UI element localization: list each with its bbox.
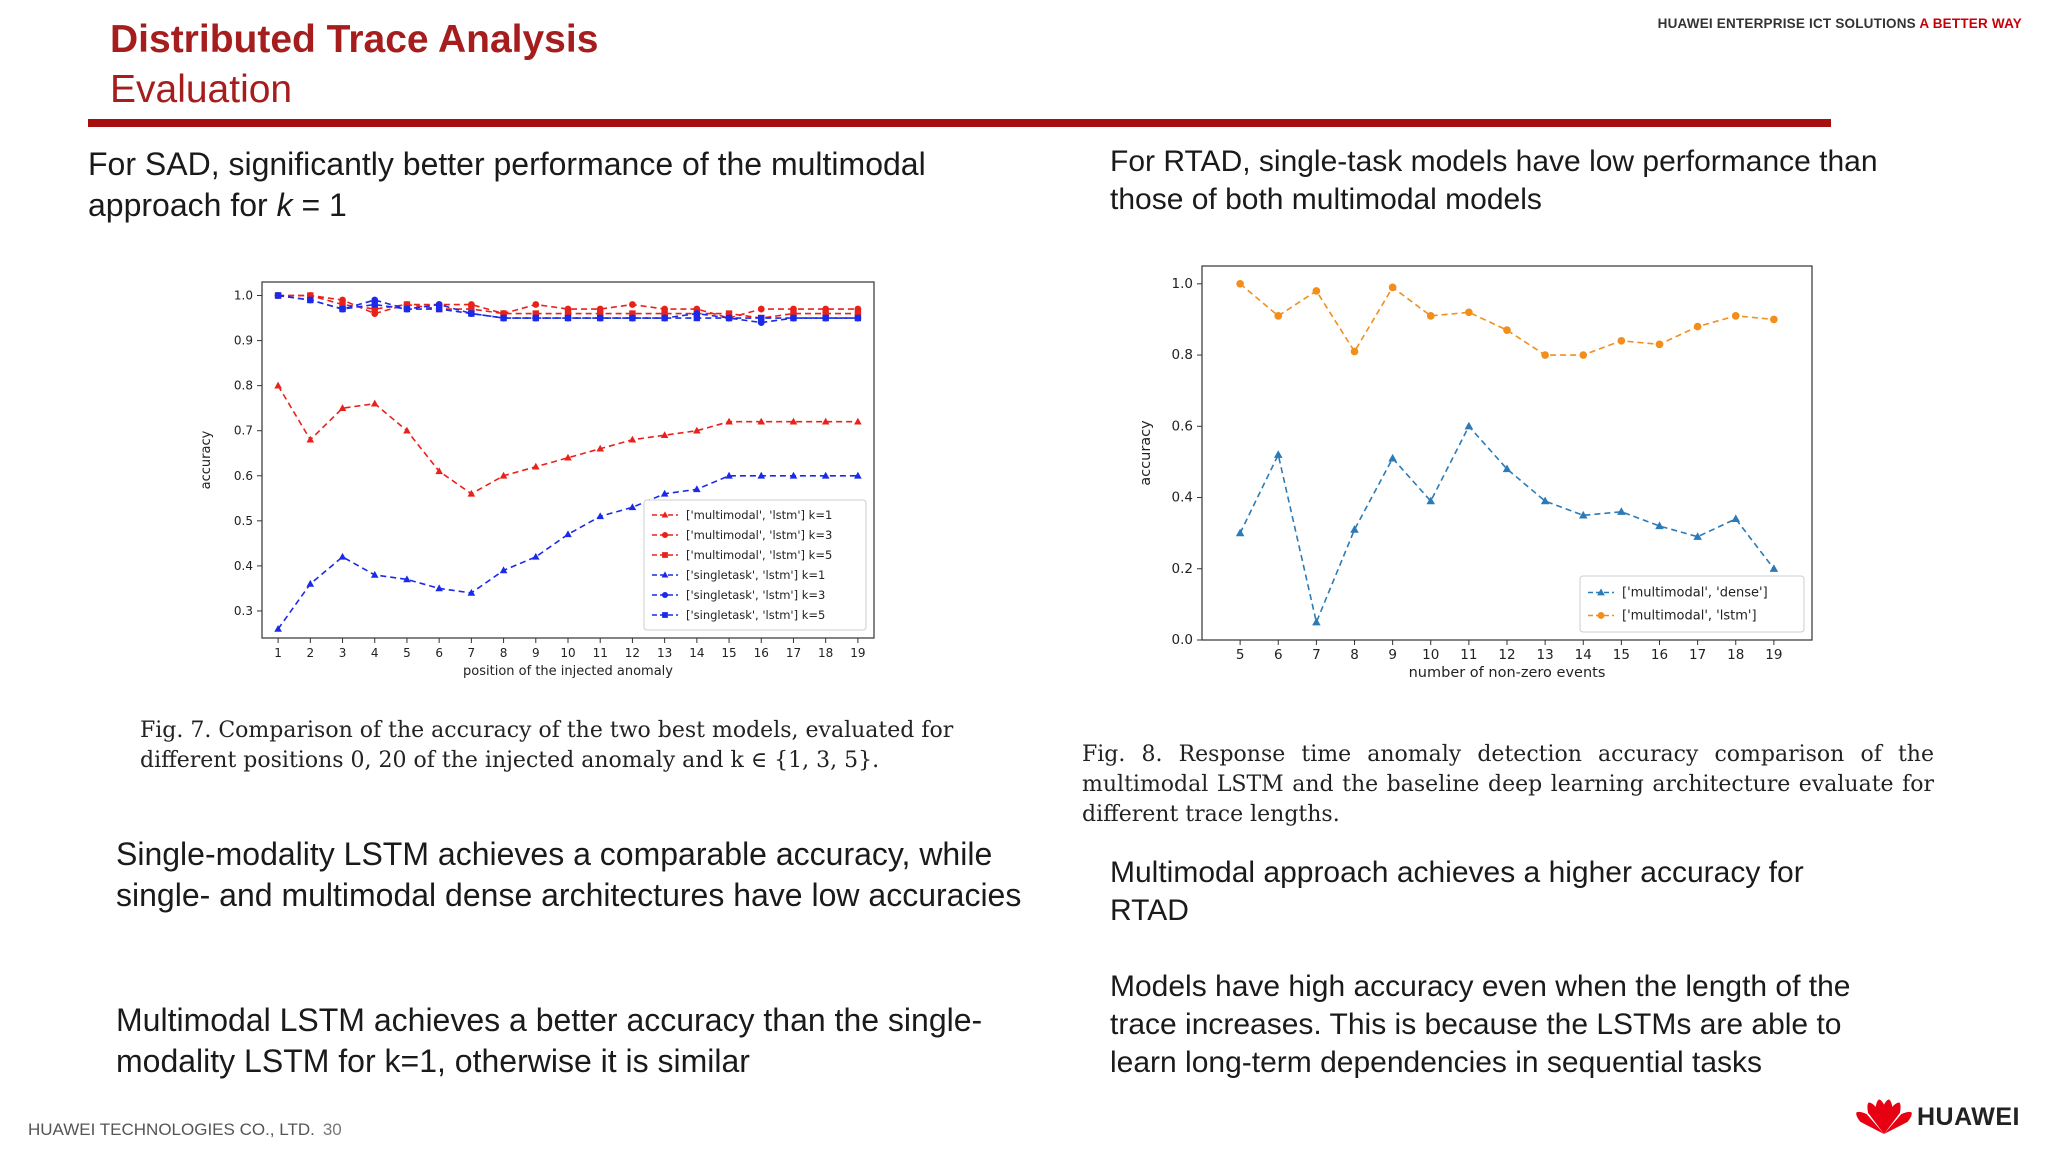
- y-tick-label: 0.2: [1171, 560, 1193, 577]
- data-point: [855, 315, 861, 321]
- left-para-2: Multimodal LSTM achieves a better accuracy than the single-modality LSTM for k=1, otherwise it is similar: [116, 1002, 983, 1079]
- x-tick-label: 8: [1350, 647, 1359, 663]
- x-tick-label: 15: [721, 646, 737, 660]
- x-tick-label: 10: [560, 646, 576, 660]
- x-tick-label: 17: [785, 646, 802, 660]
- data-point: [1274, 312, 1282, 320]
- x-tick-label: 9: [1388, 647, 1397, 663]
- data-point: [1656, 341, 1664, 349]
- x-tick-label: 6: [1273, 647, 1283, 663]
- left-intro-pre: approach for: [88, 187, 277, 223]
- data-point: [1503, 326, 1511, 334]
- y-tick-label: 0.9: [233, 333, 253, 348]
- x-axis-label: number of non-zero events: [1408, 665, 1606, 681]
- data-point: [404, 306, 410, 312]
- x-tick-label: 4: [370, 646, 379, 660]
- data-point: [1313, 287, 1321, 295]
- fig7-caption: [140, 716, 980, 776]
- left-para-1: Single-modality LSTM achieves a comparable accuracy, while single- and multimodal dense architectures have low accuracies: [116, 836, 1022, 913]
- legend-box: [1580, 576, 1804, 632]
- x-tick-label: 11: [1460, 647, 1478, 663]
- x-tick-label: 14: [1574, 647, 1592, 663]
- x-tick-label: 17: [1689, 647, 1707, 663]
- legend-marker: [662, 552, 668, 558]
- page-title: Distributed Trace Analysis: [110, 18, 599, 61]
- logo-wordmark: HUAWEI: [1917, 1102, 2020, 1131]
- legend-marker: [662, 532, 668, 538]
- title-rule: [88, 119, 1831, 127]
- legend-label: ['multimodal', 'lstm']: [1622, 608, 1757, 624]
- data-point: [1770, 316, 1778, 324]
- data-point: [1541, 351, 1549, 359]
- data-point: [629, 301, 636, 308]
- page-number: 30: [322, 1120, 342, 1139]
- data-point: [1236, 280, 1244, 288]
- footer-company: [28, 1120, 342, 1140]
- fig7-caption-line2: different positions 0, 20 of the injected anomaly and k ∈ {1, 3, 5}.: [140, 748, 880, 773]
- x-tick-label: 7: [467, 646, 476, 660]
- x-tick-label: 7: [1312, 647, 1321, 663]
- y-tick-label: 0.5: [233, 513, 253, 528]
- brand-tagline: [1658, 16, 2022, 31]
- data-point: [1579, 351, 1587, 359]
- y-tick-label: 1.0: [233, 288, 253, 303]
- data-point: [1618, 337, 1626, 345]
- y-tick-label: 1.0: [1171, 275, 1193, 292]
- data-point: [372, 301, 378, 307]
- brand-prefix: HUAWEI ENTERPRISE ICT SOLUTIONS: [1657, 16, 1916, 31]
- brand-accent: A BETTER WAY: [1919, 16, 2022, 31]
- huawei-flower-icon: [1859, 1098, 1909, 1136]
- legend-label: ['multimodal', 'lstm'] k=3: [686, 528, 833, 542]
- legend-marker: [662, 592, 668, 598]
- page-subtitle: Evaluation: [110, 68, 293, 111]
- x-tick-label: 9: [531, 646, 540, 660]
- legend-label: ['multimodal', 'lstm'] k=5: [686, 548, 833, 562]
- fig7-caption-line1: Fig. 7. Comparison of the accuracy of the two best models, evaluated for: [140, 718, 954, 743]
- y-tick-label: 0.4: [233, 558, 253, 573]
- chart-rtad-accuracy: [1140, 256, 1840, 696]
- x-tick-label: 18: [818, 646, 834, 660]
- left-intro-line1: For SAD, significantly better performance of the multimodal: [88, 146, 926, 182]
- legend-label: ['singletask', 'lstm'] k=5: [686, 608, 826, 622]
- legend-label: ['multimodal', 'dense']: [1622, 585, 1768, 601]
- data-point: [533, 315, 539, 321]
- data-point: [1694, 323, 1702, 331]
- huawei-logo: [1859, 1098, 2020, 1136]
- legend-marker: [662, 612, 668, 618]
- data-point: [468, 310, 474, 316]
- y-axis-label: accuracy: [199, 430, 214, 490]
- x-tick-label: 6: [435, 646, 443, 660]
- fig8-caption: Fig. 8. Response time anomaly detection accuracy comparison of the multimodal LSTM and the baseline deep learning architecture evaluate for different trace lengths.: [1082, 742, 1934, 827]
- footer-company-name: HUAWEI TECHNOLOGIES CO., LTD.: [28, 1120, 315, 1139]
- y-tick-label: 0.8: [1171, 347, 1193, 364]
- data-point: [790, 315, 796, 321]
- chart-sad-accuracy: [200, 270, 900, 690]
- data-point: [1465, 308, 1473, 316]
- x-tick-label: 13: [656, 646, 673, 660]
- data-point: [1389, 284, 1397, 292]
- x-tick-label: 15: [1612, 647, 1630, 663]
- data-point: [275, 292, 281, 298]
- left-intro-post: = 1: [292, 187, 347, 223]
- x-axis-label: position of the injected anomaly: [463, 664, 673, 679]
- data-point: [500, 315, 506, 321]
- legend-marker: [1598, 612, 1605, 619]
- data-point: [307, 297, 313, 303]
- x-tick-label: 8: [499, 646, 508, 660]
- legend: [644, 500, 866, 630]
- legend-label: ['multimodal', 'lstm'] k=1: [686, 508, 833, 522]
- legend-label: ['singletask', 'lstm'] k=3: [686, 588, 826, 602]
- x-tick-label: 19: [1765, 647, 1783, 663]
- right-para-2: Models have high accuracy even when the length of the trace increases. This is because the LSTMs are able to learn long-term dependencies in sequential tasks: [1110, 970, 1851, 1079]
- data-point: [339, 306, 345, 312]
- left-intro-line2: [88, 185, 926, 226]
- data-point: [1427, 312, 1435, 320]
- data-point: [436, 306, 442, 312]
- x-tick-label: 16: [1650, 647, 1669, 663]
- y-tick-label: 0.6: [233, 468, 253, 483]
- data-point: [758, 315, 764, 321]
- y-tick-label: 0.3: [233, 603, 253, 618]
- left-intro: [88, 144, 926, 226]
- y-axis-label: accuracy: [1138, 420, 1154, 486]
- y-tick-label: 0.7: [233, 423, 253, 438]
- data-point: [565, 315, 571, 321]
- x-tick-label: 3: [338, 646, 347, 660]
- data-point: [694, 315, 700, 321]
- x-tick-label: 1: [274, 646, 282, 660]
- x-tick-label: 19: [850, 646, 866, 660]
- x-tick-label: 12: [1498, 647, 1516, 663]
- y-tick-label: 0.8: [233, 378, 253, 393]
- legend: [1580, 576, 1804, 632]
- data-point: [532, 301, 539, 308]
- y-tick-label: 0.0: [1171, 632, 1193, 648]
- y-tick-label: 0.4: [1171, 489, 1193, 506]
- x-tick-label: 5: [403, 646, 411, 660]
- data-point: [661, 315, 667, 321]
- legend-label: ['singletask', 'lstm'] k=1: [686, 568, 826, 582]
- left-intro-var: k: [276, 187, 293, 223]
- x-tick-label: 14: [689, 646, 705, 660]
- data-point: [1351, 348, 1359, 356]
- x-tick-label: 13: [1536, 647, 1554, 663]
- data-point: [1732, 312, 1740, 320]
- right-para-1: Multimodal approach achieves a higher accuracy for RTAD: [1110, 856, 1804, 927]
- x-tick-label: 10: [1422, 647, 1440, 663]
- data-point: [597, 315, 603, 321]
- y-tick-label: 0.6: [1171, 418, 1193, 435]
- data-point: [629, 315, 635, 321]
- x-tick-label: 18: [1727, 647, 1745, 663]
- x-tick-label: 2: [306, 646, 315, 660]
- x-tick-label: 5: [1235, 647, 1245, 663]
- x-tick-label: 12: [624, 646, 641, 660]
- x-tick-label: 11: [592, 646, 608, 660]
- data-point: [758, 306, 765, 313]
- x-tick-label: 16: [753, 646, 769, 660]
- data-point: [822, 315, 828, 321]
- data-point: [726, 315, 732, 321]
- right-intro: For RTAD, single-task models have low performance than those of both multimodal models: [1110, 145, 1878, 216]
